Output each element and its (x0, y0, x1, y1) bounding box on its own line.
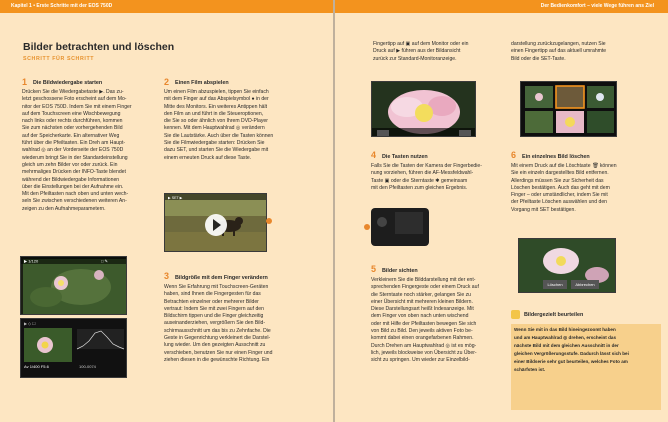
text-line: die Sterntaste noch stärker, gelangen Sie zu (371, 291, 471, 298)
text-line: zeigen zu den Aufnahmeparametern. (22, 205, 106, 212)
text-line: Verkleinern Sie die Bilddarstellung mit der ent- (371, 277, 476, 283)
text-line: einem erneuten Druck auf diese Taste. (164, 154, 252, 161)
text-line: Sie die Filmwiedergabe starten: Drücken Sie (164, 140, 265, 147)
text-line: nitor der EOS 750D. Indem Sie mit einem Finger (22, 103, 132, 110)
text-line: Sie die Lautstärke. Auch über die Tasten können (164, 132, 274, 139)
text-line: lich, jeweils blockweise von Übersicht zu Über- (371, 349, 477, 356)
right-page (335, 0, 668, 422)
text-line: Drücken Sie die Wiedergabetaste ▶. Das zu- (22, 89, 124, 95)
camera-back-image (371, 208, 429, 246)
text-line: und am Hauptwahlrad ◎ drehen, erscheint das (514, 335, 617, 341)
step4-title: Die Tasten nutzen (382, 154, 428, 160)
text-line: nächste Bild mit dem gleichen Ausschnitt in der (514, 343, 619, 349)
step2-number: 2 (164, 77, 170, 87)
text-line: Sie zum nächsten oder vorhergehenden Bild (22, 125, 123, 132)
page-subtitle: SCHRITT FÜR SCHRITT (23, 56, 95, 62)
page-title: Bilder betrachten und löschen (23, 41, 175, 53)
text-line: den Film an und führt in die Steueroptionen, (164, 110, 264, 117)
delete-button[interactable]: Löschen (543, 280, 567, 289)
text-line: mit den Pfeiltasten zum gleichen Ergebnis. (371, 184, 468, 191)
play-button[interactable] (205, 214, 227, 236)
hint-box (508, 309, 663, 409)
text-line: kennen. Mit dem Hauptwahlrad ◎ verändern (164, 125, 265, 132)
step1-number: 1 (22, 77, 28, 87)
text-line: auseinanderziehen, vergrößern Sie den Bild- (164, 320, 266, 327)
text-line: gleichen Vergrößerungsstufe. Dadurch lässt sich bei (514, 351, 629, 357)
text-line: auf dem Touchscreen eine Wischbewegung (22, 110, 121, 117)
step2-title: Einen Film abspielen (175, 80, 229, 86)
dial-icon (377, 217, 387, 227)
text-line: Betrachten einzelner oder mehrerer Bilder (164, 298, 259, 305)
text-line: verschieben, benutzen Sie nur einen Finger und (164, 349, 273, 356)
step3-number: 3 (164, 271, 170, 281)
svg-text:▶ SET ▶: ▶ SET ▶ (168, 195, 183, 200)
text-line: oder mit Hilfe der Pfeiltasten bewegen Sie sich (371, 320, 477, 327)
left-page (0, 0, 333, 422)
step3-title: Bildgröße mit dem Finger verändern (175, 275, 268, 281)
step3-text (164, 284, 314, 364)
text-line: wiederum bringt Sie in der Standardeinstellung (22, 154, 128, 161)
text-line: gleich um zehn Bilder vor oder zurück. Ein (22, 161, 118, 168)
hint-title: Bildergezielt beurteilen (524, 312, 584, 318)
text-line: Diese Darstellungsart heißt Indexanzeige. Mit (371, 306, 474, 313)
zoom-screen-image (371, 81, 476, 137)
screen-file-counter: 100-0074 (79, 364, 96, 369)
text-line: Druck auf ▶ führen aus der Bildansicht (373, 48, 461, 55)
step5-number: 5 (371, 264, 377, 274)
text-line: über die Einstellungen bei der Aufnahme ein. (22, 183, 124, 190)
text-line: Falls Sie die Tasten der Kamera der Fingerbedie- (371, 163, 482, 169)
text-line: einen Fingertipp auf das aktuell umrahmte (511, 48, 607, 55)
right-header: Der Bedienkomfort – viele Wege führen ans Ziel (335, 0, 668, 13)
step1-screen-image (20, 256, 127, 315)
text-line: der Pfeiltaste Löschen auswählen und den (511, 199, 608, 206)
text-line: Geste in Gegenrichtung verkleinert die Darstel- (164, 335, 271, 342)
text-line: dem Finger von oben nach unten wischend (371, 313, 469, 320)
text-line: Finger – oder umständlicher, indem Sie mit (511, 192, 608, 199)
text-line: dazu SET, und starten Sie die Wiedergabe mit (164, 147, 269, 154)
text-line: letzt geschossene Foto erscheint auf dem Mo- (22, 96, 127, 103)
svg-text:□ ✎: □ ✎ (101, 258, 108, 264)
step4-text (371, 163, 519, 192)
text-line: Mit einem Druck auf die Löschtaste 🗑 können (511, 163, 617, 169)
text-line: schirmausschnitt um das bis zu Zehnfache. Die (164, 327, 271, 334)
text-line: Vorgang mit SET bestätigen. (511, 206, 576, 213)
text-line: Bildschirm tippen und die Finger gleichzeitig (164, 313, 264, 320)
text-line: Durch Drehen am Hauptwahlrad ◎ ist es mög- (371, 342, 477, 349)
text-line: während der Bildwiedergabe Informationen (22, 176, 120, 183)
svg-text:▶ 1/120: ▶ 1/120 (24, 258, 39, 264)
text-line: vertraut: Indem Sie mit zwei Fingern auf den (164, 305, 264, 312)
step6-title: Ein einzelnes Bild löschen (522, 154, 590, 160)
svg-text:▶ ◇ ☐: ▶ ◇ ☐ (24, 322, 36, 326)
delete-screen-image (518, 238, 616, 293)
col1-top-text (373, 41, 513, 63)
hint-text (514, 326, 660, 375)
text-line: schärfsten ist. (514, 367, 546, 373)
step5-text (371, 277, 521, 365)
cancel-button[interactable]: Abbrechen (571, 280, 599, 289)
text-line: Bild oder die SET-Taste. (511, 55, 566, 62)
text-line: seln Sie zwischen verschiedenen weiteren An- (22, 198, 127, 205)
text-line: von Bild zu Bild. Den jeweils aktiven Foto be- (371, 328, 473, 335)
text-line: zurück zur Standard-Monitoranzeige. (373, 55, 457, 62)
text-line: nung vorziehen, führen die AF-Messfeldwahl- (371, 170, 474, 177)
step6-text (511, 163, 659, 214)
left-header: Kapitel 1 • Erste Schritte mit der EOS 750D (0, 0, 333, 13)
step5-title: Bilder sichten (382, 268, 418, 274)
text-line: einer Übersicht mit mehreren kleinen Bildern. (371, 298, 473, 305)
text-line: Mit den Pfeiltasten nach oben und unten wech- (22, 191, 129, 198)
text-line: haben, sind Ihnen die Fingergesten für das (164, 291, 261, 298)
text-line: darstellung zurückzugelangen, nutzen Sie (511, 41, 606, 47)
play-icon (213, 219, 221, 231)
text-line: wahlrad ◎ an der Vorderseite der EOS 750D (22, 147, 124, 154)
col2-top-text (511, 41, 661, 63)
text-line: Löschen bestätigen. Auch das geht mit dem (511, 184, 610, 191)
text-line: sicht zu springen. Um wieder zur Einzelbild- (371, 357, 470, 364)
text-line: ziehen diesen in die gewünschte Richtung. Ein (164, 356, 270, 363)
text-line: Allerdings müssen Sie zur Sicherheit das (511, 177, 604, 184)
text-line: kommt dabei einen orangefarbenen Rahmen. (371, 335, 474, 342)
text-line: nach links oder rechts durchführen, kommen (22, 118, 123, 125)
text-line: führt über die Pfeiltasten. Ein Dreh am Haupt- (22, 140, 126, 147)
text-line: auf der Speicherkarte. Ein alternativer Weg (22, 132, 120, 139)
hint-icon (511, 310, 520, 319)
step1-info-screen (20, 318, 127, 378)
text-line: die Sie so oder ähnlich von Ihrem DVD-Player (164, 118, 268, 125)
callout-marker-icon (266, 218, 272, 224)
step1-text (22, 89, 160, 213)
text-line: Taste ▣ oder die Sterntaste ✱ gemeinsam (371, 177, 468, 184)
text-line: sprechenden Fingergeste oder einem Druck auf (371, 284, 479, 291)
text-line: Um einen Film abzuspielen, tippen Sie einfach (164, 89, 269, 95)
lcd-screen (395, 212, 423, 234)
step4-number: 4 (371, 150, 377, 160)
text-line: lung wieder. Um den gezeigten Ausschnitt zu (164, 342, 266, 349)
callout-marker-icon (364, 224, 370, 230)
step6-number: 6 (511, 150, 517, 160)
step2-text (164, 89, 314, 162)
text-line: Fingertipp auf ▣ auf dem Monitor oder ein (373, 41, 469, 47)
text-line: mit dem Finger auf das Abspielsymbol ● in der (164, 96, 269, 103)
text-line: Wenn Sie mit in das Bild hineingezoomt haben (514, 327, 616, 332)
screen-exposure-info: Av 1/400 F5.6 (24, 364, 49, 369)
index-view-screen (520, 81, 617, 137)
step1-title: Die Bildwiedergabe starten (33, 80, 103, 86)
text-line: mehrmaliges Drücken der INFO-Taste blendet (22, 169, 126, 176)
text-line: einer Bildserie sehr gut beurteilen, welches Foto am (514, 359, 628, 365)
text-line: Wenn Sie Erfahrung mit Touchscreen-Geräten (164, 284, 269, 290)
text-line: Sie ein einzeln dargestelltes Bild entfernen. (511, 170, 609, 177)
text-line: Mitte des Monitors. Ein weiteres Antippen hält (164, 103, 268, 110)
